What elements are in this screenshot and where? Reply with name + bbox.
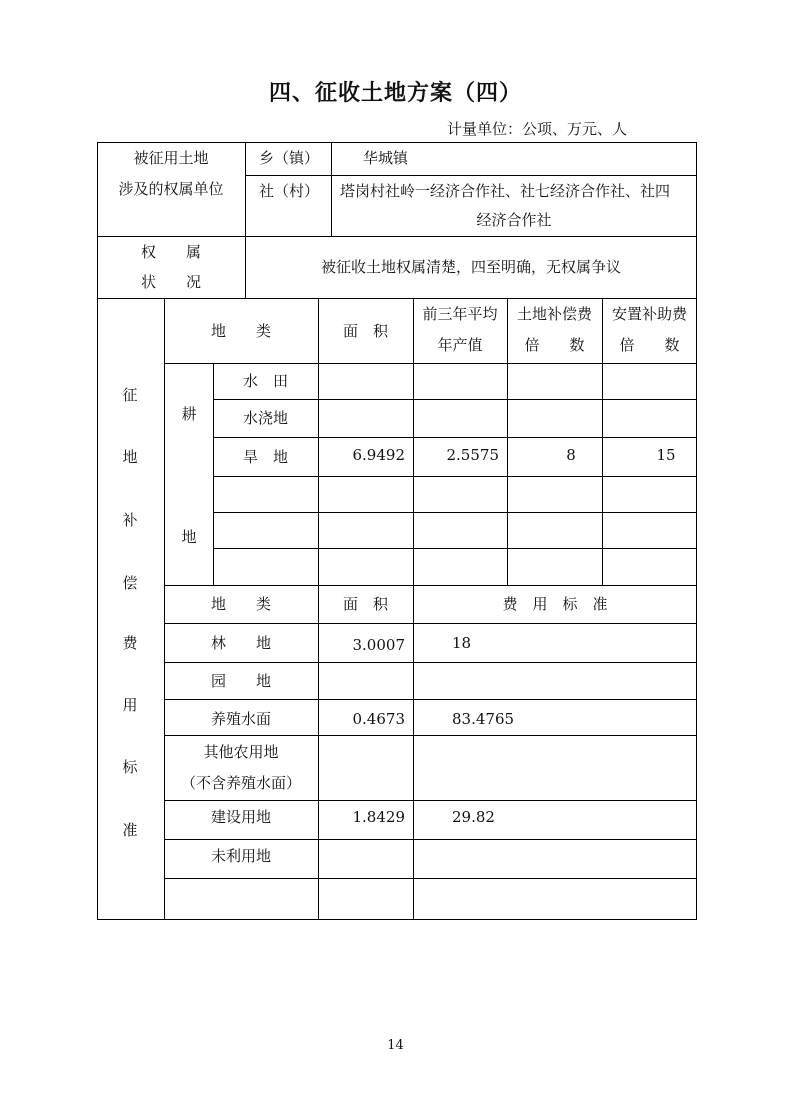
header-avg-output-line1: 前三年平均 xyxy=(422,305,498,323)
other-row-name: 建设用地 xyxy=(210,808,271,826)
header2-land-type: 地 类 xyxy=(210,595,271,613)
township-value: 华城镇 xyxy=(363,149,409,167)
grid-line xyxy=(164,839,697,840)
other-row-area: 0.4673 xyxy=(352,710,405,728)
header-comp-line1: 土地补偿费 xyxy=(516,305,592,323)
grid-line xyxy=(245,175,697,176)
grid-line xyxy=(164,878,697,879)
cultivated-row-name: 旱 地 xyxy=(242,448,288,466)
header-comp-line2: 倍 数 xyxy=(524,336,585,354)
page-title: 四、征收土地方案（四） xyxy=(268,80,522,106)
side-label-char: 征 xyxy=(122,386,138,404)
side-label-char: 费 xyxy=(122,634,138,652)
grid-line xyxy=(164,623,697,624)
other-row-name-line2: （不含养殖水面） xyxy=(180,774,301,792)
township-label: 乡（镇） xyxy=(259,149,320,167)
cultivated-row-name: 水浇地 xyxy=(242,409,288,427)
grid-line xyxy=(213,399,697,400)
owner-label-line1: 被征用土地 xyxy=(133,149,209,167)
other-row-standard: 83.4765 xyxy=(452,710,515,728)
grid-line xyxy=(164,585,697,586)
header2-standard: 费 用 标 准 xyxy=(502,595,608,613)
village-value-line1: 塔岗村社岭一经济合作社、社七经济合作社、社四 xyxy=(340,182,671,200)
other-row-name: 养殖水面 xyxy=(210,710,271,728)
grid-line xyxy=(164,363,697,364)
other-row-area: 1.8429 xyxy=(352,808,405,826)
owner-label-line2: 涉及的权属单位 xyxy=(118,180,224,198)
other-row-standard: 29.82 xyxy=(452,808,495,826)
other-row-name: 林 地 xyxy=(210,634,271,652)
header-resettle-line2: 倍 数 xyxy=(619,336,680,354)
header-resettle-line1: 安置补助费 xyxy=(611,305,687,323)
grid-line xyxy=(164,800,697,801)
village-label: 社（村） xyxy=(259,182,320,200)
other-row-standard: 18 xyxy=(452,634,472,652)
cultivated-label-char: 耕 xyxy=(181,405,197,423)
grid-line xyxy=(213,548,697,549)
unit-line: 计量单位：公项、万元、人 xyxy=(447,120,628,138)
side-label-char: 用 xyxy=(122,696,138,714)
grid-line xyxy=(164,699,697,700)
side-label-char: 标 xyxy=(122,758,138,776)
cultivated-row-avg: 2.5575 xyxy=(446,446,499,464)
grid-line xyxy=(213,363,214,585)
land-acquisition-table xyxy=(97,142,697,920)
cultivated-row-resettle: 15 xyxy=(656,446,676,464)
side-label-char: 地 xyxy=(122,448,138,466)
side-label-char: 补 xyxy=(122,511,138,529)
grid-line xyxy=(97,298,697,299)
cultivated-row-comp: 8 xyxy=(566,446,576,464)
header-area: 面 积 xyxy=(342,322,388,340)
cultivated-row-name: 水 田 xyxy=(242,372,288,390)
other-row-area: 3.0007 xyxy=(352,636,405,654)
grid-line xyxy=(213,512,697,513)
header-land-type: 地 类 xyxy=(210,322,271,340)
page-number: 14 xyxy=(387,1038,404,1053)
cultivated-row-area: 6.9492 xyxy=(352,446,405,464)
side-label-char: 偿 xyxy=(122,574,138,592)
grid-line xyxy=(213,437,697,438)
other-row-name: 园 地 xyxy=(210,672,271,690)
other-row-name-line1: 其他农用地 xyxy=(203,743,279,761)
grid-line xyxy=(213,476,697,477)
status-value: 被征收土地权属清楚，四至明确，无权属争议 xyxy=(320,258,621,276)
grid-line xyxy=(164,662,697,663)
village-value-line2: 经济合作社 xyxy=(476,211,552,229)
header-avg-output-line2: 年产值 xyxy=(437,336,483,354)
other-row-name: 未利用地 xyxy=(210,847,271,865)
status-label-line2: 状 况 xyxy=(140,273,201,291)
side-label-char: 准 xyxy=(122,821,138,839)
status-label-line1: 权 属 xyxy=(140,243,201,261)
header2-area: 面 积 xyxy=(342,595,388,613)
cultivated-label-char: 地 xyxy=(181,528,197,546)
grid-line xyxy=(164,735,697,736)
grid-line xyxy=(97,236,697,237)
